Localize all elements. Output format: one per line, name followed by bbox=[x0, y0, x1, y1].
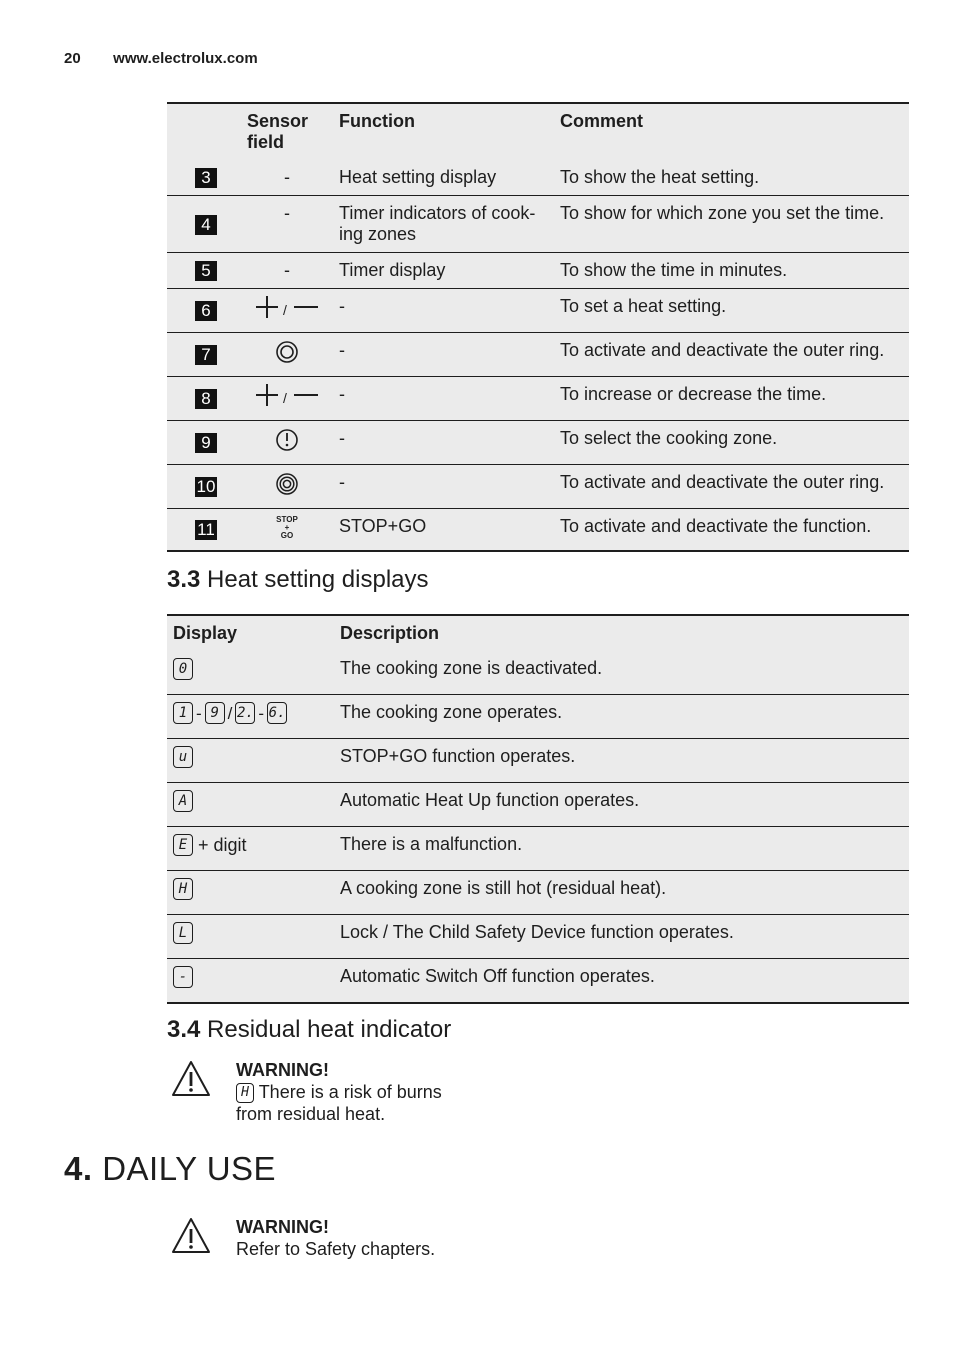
table-row bbox=[167, 289, 909, 333]
table-row bbox=[167, 695, 909, 739]
description-cell: Automatic Heat Up function operates. bbox=[340, 790, 640, 810]
sensor-field-cell bbox=[241, 465, 333, 509]
display-cell bbox=[167, 871, 334, 915]
page-number: 20 bbox=[64, 50, 81, 67]
display-symbol: - bbox=[173, 966, 193, 988]
row-number-cell bbox=[167, 421, 241, 465]
table-row bbox=[167, 783, 909, 827]
sensor-field-cell bbox=[241, 421, 333, 465]
section-title: Heat setting displays bbox=[207, 566, 429, 593]
column-header-sensor-field: Sensor field bbox=[247, 111, 309, 152]
comment-cell: To show for which zone you set the time. bbox=[560, 203, 885, 223]
display-symbol: E bbox=[173, 834, 193, 856]
sensor-field-cell bbox=[241, 160, 333, 196]
table-row bbox=[167, 253, 909, 289]
chapter-title: DAILY USE bbox=[102, 1150, 277, 1187]
display-symbol: 0 bbox=[173, 658, 193, 680]
page-header bbox=[64, 50, 258, 67]
sensor-field-cell bbox=[241, 333, 333, 377]
chapter-heading-daily-use bbox=[64, 1150, 276, 1188]
row-number-cell bbox=[167, 377, 241, 421]
stop-go-icon: STOP + GO bbox=[276, 515, 298, 540]
row-number-badge: 10 bbox=[196, 477, 216, 496]
sensor-field-cell bbox=[241, 196, 333, 253]
row-number-badge: 6 bbox=[195, 301, 217, 321]
table-row bbox=[167, 651, 909, 695]
table-row bbox=[167, 421, 909, 465]
double-ring-icon bbox=[275, 340, 299, 364]
function-cell: - bbox=[339, 340, 345, 360]
heat-setting-display-table bbox=[167, 614, 909, 1004]
row-number-cell bbox=[167, 509, 241, 552]
section-heading-3-3 bbox=[167, 566, 429, 594]
row-number-badge: 3 bbox=[195, 168, 217, 188]
display-extra: + digit bbox=[198, 834, 247, 855]
description-cell: STOP+GO function operates. bbox=[340, 746, 576, 766]
display-separator: - bbox=[258, 703, 265, 723]
section-title: Residual heat indicator bbox=[207, 1016, 452, 1043]
display-cell bbox=[167, 915, 334, 959]
display-separator: / bbox=[227, 703, 233, 723]
comment-cell: To show the heat setting. bbox=[560, 167, 760, 187]
description-cell: A cooking zone is still hot (residual heat). bbox=[340, 878, 667, 898]
comment-cell: To increase or decrease the time. bbox=[560, 384, 827, 404]
display-cell bbox=[167, 651, 334, 695]
display-cell bbox=[167, 695, 334, 739]
function-cell: STOP+GO bbox=[339, 516, 427, 536]
row-number-badge: 7 bbox=[195, 345, 217, 365]
sensor-dash: - bbox=[284, 260, 290, 280]
row-number-badge: 5 bbox=[195, 261, 217, 281]
warning-text-line-2: from residual heat. bbox=[236, 1104, 386, 1125]
display-symbol: A bbox=[173, 790, 193, 812]
sensor-dash: - bbox=[284, 203, 290, 223]
display-symbol: u bbox=[173, 746, 193, 768]
table-row bbox=[167, 915, 909, 959]
sensor-field-cell bbox=[241, 253, 333, 289]
row-number-cell bbox=[167, 160, 241, 196]
column-header-display: Display bbox=[173, 623, 238, 643]
section-heading-3-4 bbox=[167, 1016, 451, 1044]
warning-triangle-icon bbox=[170, 1216, 212, 1256]
warning-triangle-icon bbox=[170, 1059, 212, 1099]
description-cell: There is a malfunction. bbox=[340, 834, 523, 854]
table-header-row bbox=[167, 103, 909, 160]
table-row bbox=[167, 509, 909, 552]
display-symbol: L bbox=[173, 922, 193, 944]
column-header-description: Description bbox=[340, 623, 440, 643]
display-symbol: 9 bbox=[205, 702, 225, 724]
warning-title: WARNING! bbox=[236, 1217, 329, 1237]
display-cell bbox=[167, 827, 334, 871]
table-row bbox=[167, 739, 909, 783]
comment-cell: To set a heat setting. bbox=[560, 296, 727, 316]
row-number-cell bbox=[167, 465, 241, 509]
comment-cell: To activate and deactivate the outer ring. bbox=[560, 472, 885, 492]
display-separator: - bbox=[196, 703, 202, 723]
sensor-field-cell bbox=[241, 377, 333, 421]
row-number-badge: 8 bbox=[195, 389, 217, 409]
section-number: 3.4 bbox=[167, 1016, 201, 1043]
display-symbol: H bbox=[173, 878, 193, 900]
display-symbol: 1 bbox=[173, 702, 193, 724]
display-cell bbox=[167, 739, 334, 783]
function-cell: Timer indicators of cook-ing zones bbox=[339, 203, 536, 244]
function-cell: - bbox=[339, 472, 345, 492]
chapter-number: 4. bbox=[64, 1150, 93, 1187]
table-row bbox=[167, 196, 909, 253]
column-header-comment: Comment bbox=[560, 111, 644, 131]
function-cell: Heat setting display bbox=[339, 167, 497, 187]
plus-minus-separator: / bbox=[283, 302, 287, 318]
row-number-cell bbox=[167, 289, 241, 333]
column-header-number bbox=[167, 103, 241, 160]
function-cell: - bbox=[339, 384, 345, 404]
column-header-function: Function bbox=[339, 111, 415, 131]
row-number-cell bbox=[167, 333, 241, 377]
comment-cell: To select the cooking zone. bbox=[560, 428, 778, 448]
description-cell: The cooking zone operates. bbox=[340, 702, 563, 722]
table-row bbox=[167, 377, 909, 421]
function-cell: - bbox=[339, 296, 345, 316]
function-cell: Timer display bbox=[339, 260, 446, 280]
sensor-dash: - bbox=[284, 167, 290, 187]
table-header-row bbox=[167, 615, 909, 651]
row-number-cell bbox=[167, 196, 241, 253]
table-row bbox=[167, 959, 909, 1004]
display-cell bbox=[167, 783, 334, 827]
warning-block-safety bbox=[170, 1216, 435, 1260]
comment-cell: To activate and deactivate the function. bbox=[560, 516, 872, 536]
table-row bbox=[167, 827, 909, 871]
display-symbol: 6. bbox=[267, 702, 287, 724]
warning-title: WARNING! bbox=[236, 1060, 329, 1080]
row-number-badge: 11 bbox=[195, 520, 217, 540]
description-cell: The cooking zone is deactivated. bbox=[340, 658, 603, 678]
table-row bbox=[167, 333, 909, 377]
comment-cell: To activate and deactivate the outer ring. bbox=[560, 340, 885, 360]
row-number-badge: 4 bbox=[195, 215, 217, 235]
sensor-field-cell bbox=[241, 289, 333, 333]
plus-minus-icon bbox=[254, 384, 320, 408]
sensor-field-table bbox=[167, 102, 909, 552]
plus-minus-separator: / bbox=[283, 390, 287, 406]
warning-block-residual-heat bbox=[170, 1059, 442, 1125]
plus-minus-icon bbox=[254, 296, 320, 320]
row-number-badge: 9 bbox=[195, 433, 217, 453]
table-row bbox=[167, 871, 909, 915]
row-number-cell bbox=[167, 253, 241, 289]
table-row bbox=[167, 160, 909, 196]
description-cell: Lock / The Child Safety Device function operates. bbox=[340, 922, 734, 942]
residual-heat-symbol: H bbox=[236, 1083, 254, 1103]
table-row bbox=[167, 465, 909, 509]
display-symbol: 2. bbox=[235, 702, 255, 724]
warning-text-line-1: H There is a risk of burns bbox=[236, 1081, 442, 1103]
display-cell bbox=[167, 959, 334, 1004]
description-cell: Automatic Switch Off function operates. bbox=[340, 966, 655, 986]
sensor-field-cell bbox=[241, 509, 333, 552]
triple-ring-icon bbox=[275, 472, 299, 496]
comment-cell: To show the time in minutes. bbox=[560, 260, 788, 280]
function-cell: - bbox=[339, 428, 345, 448]
timer-icon bbox=[275, 428, 299, 452]
website-link[interactable]: www.electrolux.com bbox=[113, 50, 258, 67]
section-number: 3.3 bbox=[167, 566, 201, 593]
warning-text: Refer to Safety chapters. bbox=[236, 1239, 436, 1259]
